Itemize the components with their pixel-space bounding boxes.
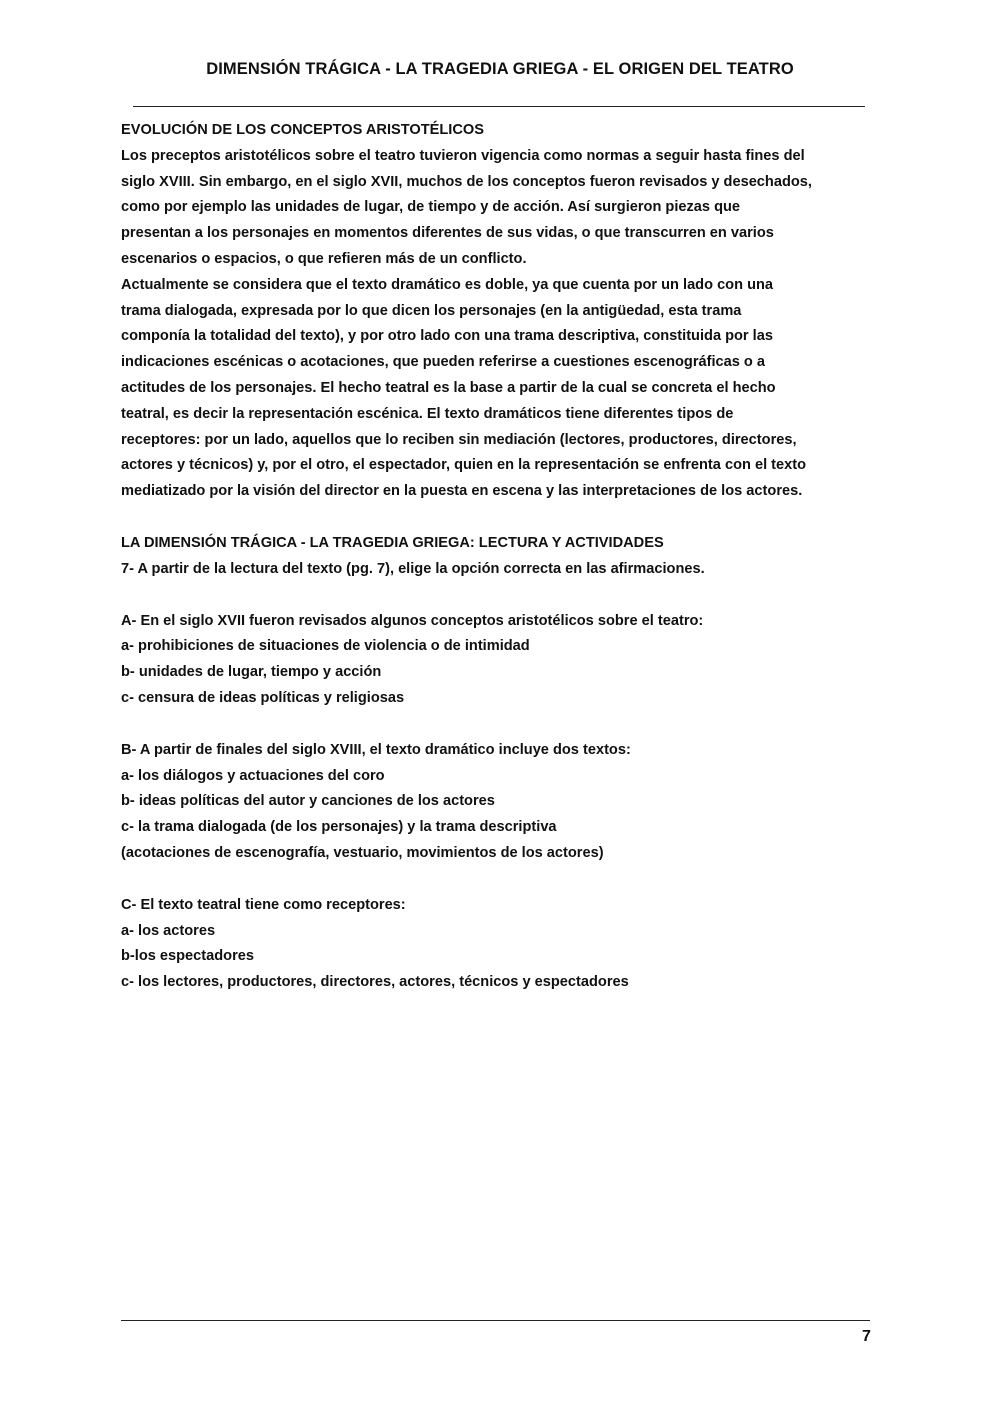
- paragraph-line: actitudes de los personajes. El hecho teatral es la base a partir de la cual se concreta el hecho: [121, 379, 776, 396]
- question-b-option-b[interactable]: b- ideas políticas del autor y canciones de los actores: [121, 793, 495, 810]
- spacer: [121, 867, 891, 893]
- paragraph-line: trama dialogada, expresada por lo que dicen los personajes (en la antigüedad, esta trama: [121, 302, 742, 319]
- section-heading: LA DIMENSIÓN TRÁGICA - LA TRAGEDIA GRIEGA: LECTURA Y ACTIVIDADES: [121, 534, 664, 551]
- page-number: 7: [862, 1328, 871, 1345]
- question-b-option-c[interactable]: c- la trama dialogada (de los personajes) y la trama descriptiva: [121, 819, 557, 836]
- section-heading: EVOLUCIÓN DE LOS CONCEPTOS ARISTOTÉLICOS: [121, 122, 484, 138]
- paragraph-line: como por ejemplo las unidades de lugar, de tiempo y de acción. Así surgieron piezas que: [121, 199, 741, 216]
- question-b-option-c-continued[interactable]: (acotaciones de escenografía, vestuario, movimientos de los actores): [121, 844, 604, 861]
- paragraph-line: receptores: por un lado, aquellos que lo reciben sin mediación (lectores, productores, directores,: [121, 431, 797, 448]
- question-a-prompt: A- En el siglo XVII fueron revisados algunos conceptos aristotélicos sobre el teatro:: [121, 612, 704, 629]
- question-a-option-c[interactable]: c- censura de ideas políticas y religiosas: [121, 689, 405, 706]
- question-c-option-b[interactable]: b-los espectadores: [121, 948, 255, 965]
- spacer: [121, 712, 891, 738]
- paragraph-line: mediatizado por la visión del director en la puesta en escena y las interpretaciones de los actores.: [121, 483, 803, 500]
- question-c-option-a[interactable]: a- los actores: [121, 922, 216, 939]
- document-body: [121, 118, 891, 996]
- spacer: [121, 505, 891, 531]
- paragraph-line: actores y técnicos) y, por el otro, el espectador, quien en la representación se enfrenta con el texto: [121, 457, 807, 474]
- paragraph-line: componía la totalidad del texto), y por otro lado con una trama descriptiva, constituida por las: [121, 328, 773, 345]
- question-a-option-a[interactable]: a- prohibiciones de situaciones de violencia o de intimidad: [121, 638, 530, 655]
- question-c-option-c[interactable]: c- los lectores, productores, directores, actores, técnicos y espectadores: [121, 974, 629, 991]
- question-a-option-b[interactable]: b- unidades de lugar, tiempo y acción: [121, 664, 382, 681]
- question-b-prompt: B- A partir de finales del siglo XVIII, el texto dramático incluye dos textos:: [121, 741, 631, 758]
- paragraph-line: Actualmente se considera que el texto dramático es doble, ya que cuenta por un lado con una: [121, 276, 774, 293]
- page-title: DIMENSIÓN TRÁGICA - LA TRAGEDIA GRIEGA - EL ORIGEN DEL TEATRO: [206, 60, 794, 78]
- header-divider: [133, 106, 865, 107]
- activity-instruction: 7- A partir de la lectura del texto (pg. 7), elige la opción correcta en las afirmaciones.: [121, 560, 705, 577]
- paragraph-line: teatral, es decir la representación escénica. El texto dramáticos tiene diferentes tipos de: [121, 405, 734, 422]
- question-b-option-a[interactable]: a- los diálogos y actuaciones del coro: [121, 767, 385, 784]
- footer-divider: [121, 1320, 870, 1321]
- question-c-prompt: C- El texto teatral tiene como receptores:: [121, 896, 406, 913]
- paragraph-line: siglo XVIII. Sin embargo, en el siglo XVII, muchos de los conceptos fueron revisados y desechados,: [121, 173, 812, 190]
- paragraph-line: indicaciones escénicas o acotaciones, que pueden referirse a cuestiones escenográficas o a: [121, 354, 766, 371]
- paragraph-line: escenarios o espacios, o que refieren más de un conflicto.: [121, 250, 527, 267]
- spacer: [121, 583, 891, 609]
- paragraph-line: Los preceptos aristotélicos sobre el teatro tuvieron vigencia como normas a seguir hasta fines del: [121, 147, 805, 164]
- paragraph-line: presentan a los personajes en momentos diferentes de sus vidas, o que transcurren en varios: [121, 225, 774, 242]
